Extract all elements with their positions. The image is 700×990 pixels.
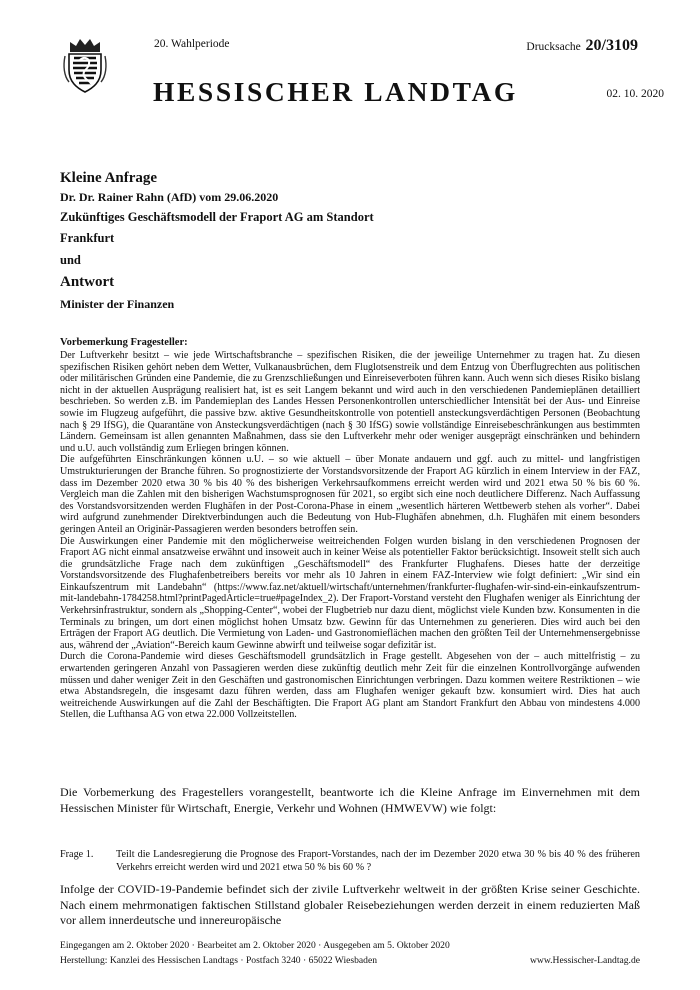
parliament-name: HESSISCHER LANDTAG bbox=[153, 76, 518, 107]
preliminary-paragraph: Der Luftverkehr besitzt – wie jede Wirtschaftsbranche – spezifischen Risiken, die der jeweilige Unternehmer zu tragen hat. Zu diesen spezifischen Risiken gehört neben dem Wetter, Vulkanausbrüchen, dem Fluglotsenstreik und dem Entzug von Überflugrechten aus politischen oder militärischen Gründen eine Pandemie, die zu Grenzschließungen und Einreiseverboten führen kann. Auch wenn sich dieses Risiko bislang nicht in der aktuellen Ausprägung realisiert hat, ist es seit Langem bekannt und wird auch in den verschiedenen Pandemieplänen detailliert beschrieben. So werden z.B. im Pandemieplan des Landes Hessen Personenkontrollen unterschiedlicher Intensität bei der Aus- und Einreise sowie im Flugzeug aufgeführt, die passive bzw. aktive Gesundheitskontrolle von potentiell ansteckungsverdächtigen Personen (Beobachtung nach § 29 IfSG), die Quarantäne von Ansteckungsverdächtigen (nach § 30 IfSG) sowie vollständige Einreisebeschränkungen aus bestimmten Ländern. Gemeinsam ist allen genannten Maßnahmen, dass sie den Luftverkehr mehr oder weniger ausgeprägt einschränken und behindern und u.U. auch vollständig zum Erliegen bringen können. bbox=[60, 350, 640, 454]
title-block bbox=[60, 168, 660, 314]
footer-website: www.Hessischer-Landtag.de bbox=[529, 955, 640, 966]
preliminary-paragraph: Durch die Corona-Pandemie wird dieses Geschäftsmodell grundsätzlich in Frage gestellt. Abgesehen von der – auch mittelfristig – zu erwartenden geringeren Anzahl von Passagieren werden diese zukünftig deutlich mehr Zeit für die einzelnen Kontrollvorgänge aufwenden müssen und daher weniger Zeit in den Geschäften und gastronomischen Einrichtungen verbringen. Dazu kommen weitere Restriktionen – wie etwa Abstandsregeln, die insgesamt dazu führen werden, dass am Flughafen weniger gekauft bzw. konsumiert wird. Dies hat auch weitreichende Auswirkungen auf die Zahl der Beschäftigten. Die Fraport AG plant am Standort Frankfurt den Abbau von mindestens 4.000 Stellen, die Lufthansa AG von etwa 22.000 Vollzeitstellen. bbox=[60, 651, 640, 721]
question-1 bbox=[60, 849, 640, 874]
answer-intro: Die Vorbemerkung des Fragestellers vorangestellt, beantworte ich die Kleine Anfrage im Einvernehmen mit dem Hessischen Minister für Wirtschaft, Energie, Verkehr und Wohnen (HMWEVW) wie folgt: bbox=[60, 785, 640, 815]
footer bbox=[60, 938, 640, 968]
question-text: Teilt die Landesregierung die Prognose des Fraport-Vorstandes, nach der im Dezember 2020 etwa 30 % bis 40 % des früheren Verkehrs erreicht werden wird und 2021 etwa 50 % bis 60 % ? bbox=[116, 849, 640, 873]
footer-herstellung: Herstellung: Kanzlei des Hessischen Landtags · Postfach 3240 · 65022 Wiesbaden bbox=[60, 955, 378, 966]
und-label: und bbox=[60, 253, 81, 267]
drucksache-number: 20/3109 bbox=[585, 37, 638, 54]
footer-dates: Eingegangen am 2. Oktober 2020 · Bearbeitet am 2. Oktober 2020 · Ausgegeben am 5. Oktober 2020 bbox=[60, 940, 450, 951]
minister-line: Minister der Finanzen bbox=[60, 297, 175, 311]
subject-line-1: Zukünftiges Geschäftsmodell der Fraport AG am Standort bbox=[60, 210, 374, 224]
drucksache bbox=[526, 37, 638, 55]
drucksache-label: Drucksache bbox=[526, 41, 581, 53]
answer-1: Infolge der COVID-19-Pandemie befindet sich der zivile Luftverkehr weltweit in der größten Krise seiner Geschichte. Nach einem mehrmonatigen faktischen Stillstand globaler Reisebeziehungen werden derzeit in einem reduzierten Maß vor allem innerdeutsche und innereuropäische bbox=[60, 882, 640, 927]
subject-line-2: Frankfurt bbox=[60, 231, 115, 245]
preliminary-paragraph: Die aufgeführten Einschränkungen können u.U. – so wie aktuell – über Monate andauern und ggf. auch zu mittel- und langfristigen Umstrukturierungen der Branche führen. So prognostizierte der Vorstandsvorsitzende der Fraport AG kürzlich in einem Interview in der FAZ, dass im Dezember 2020 etwa 30 % bis 40 % des bisherigen Verkehrsaufkommens erreicht werden wird und 2021 etwa 50 % bis 60 %. Vergleich man die Zahlen mit den bisherigen Wachstumsprognosen für 2021, so ergibt sich eine noch deutlichere Differenz. Nach Auffassung des Vorstandsvorsitzenden werden Flughäfen in der Post-Corona-Phase in einem „wesentlich härteren Wettbewerb stehen als vorher“. Dabei wird aufgrund zunehmender Direktverbindungen auch die Bedeutung von Hub-Flughäfen abnehmen, d.h. Flughäfen mit einem besonders geringen Anteil an Originär-Passagieren werden besonders betroffen sein. bbox=[60, 454, 640, 535]
preliminary-body bbox=[60, 350, 640, 721]
author-line: Dr. Dr. Rainer Rahn (AfD) vom 29.06.2020 bbox=[60, 190, 279, 204]
question-label: Frage 1. bbox=[60, 849, 94, 860]
hessen-lion-crest-icon bbox=[62, 36, 108, 94]
document-type: Kleine Anfrage bbox=[60, 170, 158, 186]
document-date: 02. 10. 2020 bbox=[606, 88, 664, 100]
antwort-label: Antwort bbox=[60, 274, 115, 290]
wahlperiode: 20. Wahlperiode bbox=[154, 38, 230, 50]
preliminary-title: Vorbemerkung Fragesteller: bbox=[60, 337, 188, 348]
preliminary-paragraph: Die Auswirkungen einer Pandemie mit den möglicherweise weitreichenden Folgen wurden bislang in den verschiedenen Prognosen der Fraport AG nicht einmal ansatzweise erwähnt und insoweit auch in keiner Weise als potentieller Faktor berücksichtigt. Insoweit stellt sich auch die grundsätzliche Frage nach dem zukünftigen „Geschäftsmodell“ des Frankfurter Flughafens. Dieses hatte der derzeitige Vorstandsvorsitzende des Flughafenbetreibers bereits vor mehr als 10 Jahren in einem FAZ-Interview wie folgt definiert: „Wir sind ein Einkaufszentrum mit Landebahn“ (https://www.faz.net/aktuell/wirtschaft/unternehmen/frankfurter-flughafen-wir-sind-ein-einkaufszentrum-mit-landebahn-1784258.html?printPagedArticle=true#pageIndex_2). Der Fraport-Vorstand versteht den Flughafen weniger als Einrichtung der Verkehrsinfrastruktur, sondern als „Shopping-Center“, wobei der Flugbetrieb nur dazu dient, möglichst viele Kunden bzw. Konsumenten in die Terminals zu bringen, um dort einen möglichst hohen Umsatz bzw. Gewinn für das Unternehmen zu generieren. Dies wird auch bei den Erträgen der Fraport AG deutlich. Die Vermietung von Laden- und Gastronomieflächen machen den größten Teil der Unternehmensergebnisse aus, während der „Aviation“-Bereich kaum Gewinne abwirft und teilweise sogar defizitär ist. bbox=[60, 535, 640, 651]
